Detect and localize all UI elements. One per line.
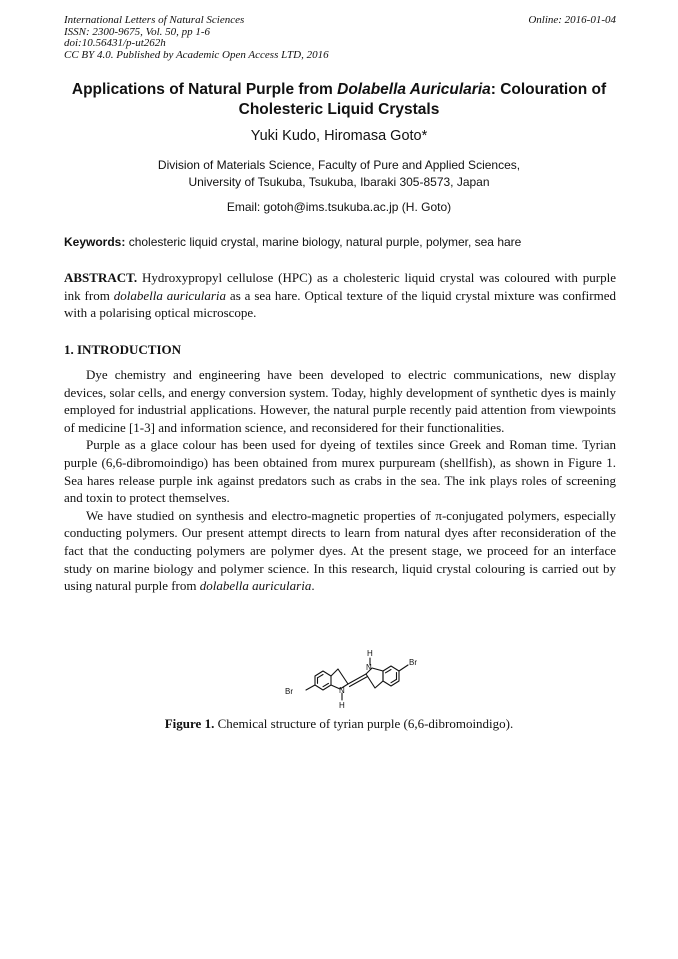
- section-heading-introduction: 1. INTRODUCTION: [64, 342, 182, 357]
- abstract-text-2: as a sea hare. Optical texture of the liquid crystal mixture was confirmed with a polarising optical microscope.: [64, 287, 616, 320]
- keywords-text: cholesteric liquid crystal, marine biology, natural purple, polymer, sea hare: [125, 235, 522, 249]
- atom-label-h-top: H: [367, 649, 373, 658]
- title-part-1: Applications of Natural Purple from: [71, 81, 338, 98]
- journal-license: CC BY 4.0. Published by Academic Open Access LTD, 2016: [64, 48, 329, 61]
- affiliation-line-1: Division of Materials Science, Faculty of Pure and Applied Sciences,: [157, 158, 521, 172]
- journal-header: [64, 15, 616, 61]
- pi-symbol: π: [435, 507, 442, 523]
- introduction-body: [64, 366, 616, 595]
- atom-label-br-right: Br: [409, 658, 417, 667]
- figure-caption: [0, 716, 678, 732]
- intro-paragraph-1: Dye chemistry and engineering have been developed to electric communications, new display devices, solar cells, and energy conversion system. Today, highly development of synthetic dyes is mainly employed for industrial applications. However, the natural purple recently paid attention from viewpoints of medicine [1-3] and information science, and reconsidered for their functionalities.: [64, 367, 616, 435]
- intro-p3-text-b: -conjugated polymers, especially conducting polymers. Our present attempt directs to learn from natural dyes after reconsideration of the fact that the conducting polymers are polymer dyes. At the present stage, we proceed for an interface study on marine biology and polymer science. In this research, liquid crystal colouring is carried out by using natural purple from: [64, 507, 616, 594]
- paper-title: [56, 80, 622, 120]
- online-date: Online: 2016-01-04: [528, 14, 616, 26]
- atom-label-n-top: N: [366, 663, 372, 672]
- journal-name: International Letters of Natural Sciences: [64, 14, 245, 26]
- figure-label: Figure 1.: [164, 716, 215, 731]
- affiliation-line-2: University of Tsukuba, Tsukuba, Ibaraki 305-8573, Japan: [188, 175, 490, 189]
- title-part-2: : Colouration of Cholesteric Liquid Crystals: [238, 81, 607, 118]
- journal-issn: ISSN: 2300-9675, Vol. 50, pp 1-6: [64, 25, 211, 38]
- affiliation: [0, 157, 678, 191]
- atom-label-h-bottom: H: [339, 701, 345, 710]
- tyrian-purple-structure: [282, 647, 432, 711]
- intro-p3-species: dolabella auricularia: [199, 578, 312, 594]
- figure-caption-text: Chemical structure of tyrian purple (6,6-dibromoindigo).: [214, 716, 514, 731]
- abstract: [64, 269, 616, 322]
- intro-paragraph-3: [64, 507, 616, 595]
- authors: Yuki Kudo, Hiromasa Goto*: [250, 128, 428, 144]
- abstract-text-1: Hydroxypropyl cellulose (HPC) as a cholesteric liquid crystal was coloured with purple ink from: [64, 270, 616, 303]
- intro-p3-text-a: We have studied on synthesis and electro-magnetic properties of: [86, 507, 436, 523]
- abstract-species: dolabella auricularia: [113, 287, 226, 303]
- title-species: Dolabella Auricularia: [337, 81, 491, 98]
- journal-doi: doi:10.56431/p-ut262h: [64, 37, 166, 49]
- intro-paragraph-2: Purple as a glace colour has been used for dyeing of textiles since Greek and Roman time. Tyrian purple (6,6-dibromoindigo) has been obtained from murex purpuream (shellfish), as shown in Figure 1. Sea hares release purple ink against predators such as crabs in the sea. The ink plays roles of screening and toxin to protect themselves.: [64, 437, 616, 506]
- keywords: [64, 235, 616, 249]
- corresponding-email: Email: gotoh@ims.tsukuba.ac.jp (H. Goto): [226, 200, 452, 214]
- intro-p3-end: .: [311, 578, 315, 594]
- abstract-label: ABSTRACT.: [64, 270, 138, 285]
- keywords-label: Keywords:: [64, 235, 126, 249]
- atom-label-n-bottom: N: [339, 686, 345, 695]
- atom-label-br-left: Br: [285, 687, 293, 696]
